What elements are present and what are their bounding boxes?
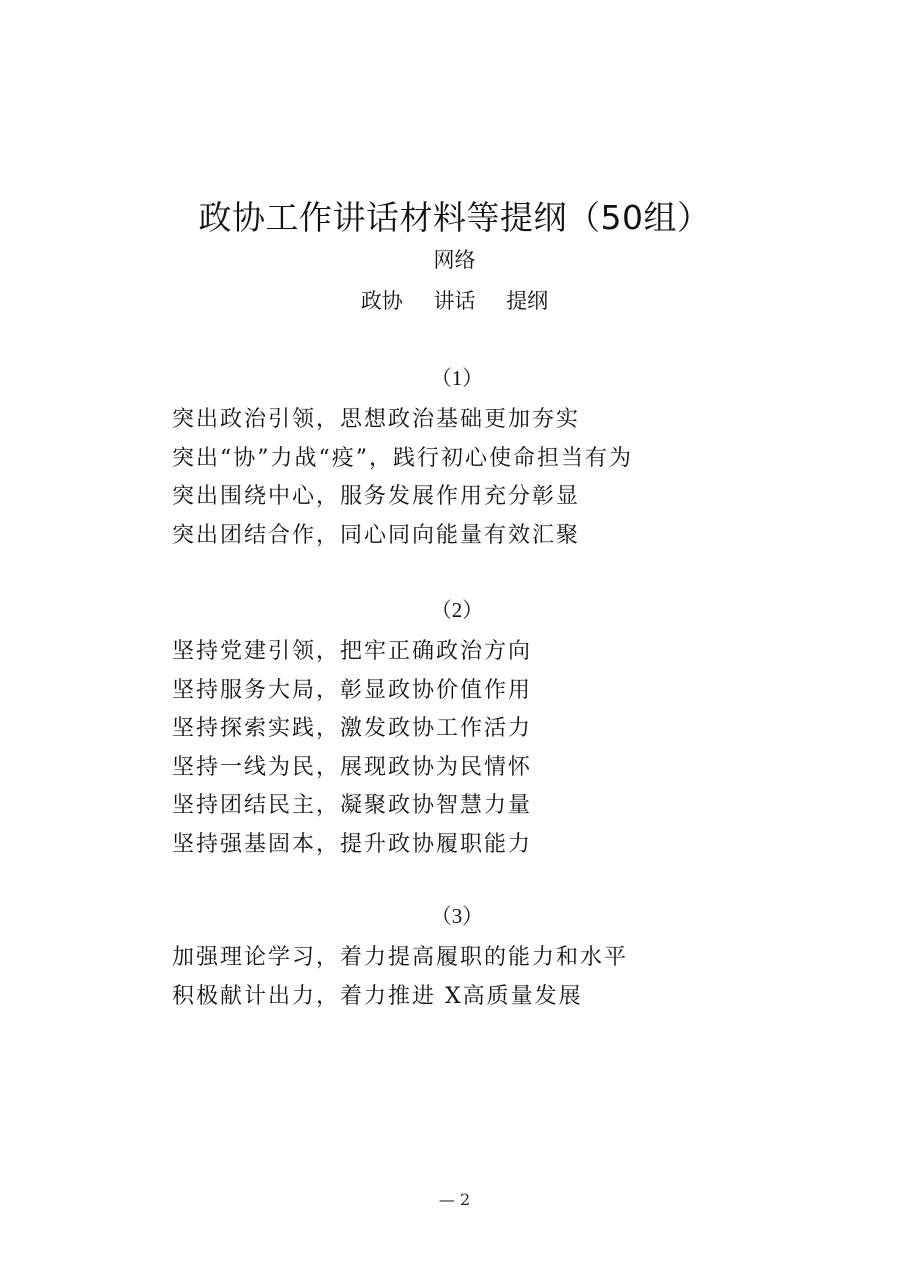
section-number: （1） [430,366,484,390]
outline-line: 坚持党建引领，把牢正确政治方向 [172,639,533,664]
outline-line: 加强理论学习，着力提高履职的能力和水平 [172,945,629,970]
outline-line: 坚持强基固本，提升政协履职能力 [172,831,533,857]
outline-section-1 [172,364,772,555]
document-keywords [0,287,909,315]
document-author: 网络 [433,248,476,272]
outline-line: 突出团结合作，同心同向能量有效汇聚 [172,522,581,548]
outline-line: 坚持探索实践，激发政协工作活力 [172,716,533,741]
outline-line: 坚持服务大局，彰显政协价值作用 [172,677,533,703]
outline-line: 突出围绕中心，服务发展作用充分彰显 [172,484,581,509]
keyword: 政协 [360,289,403,313]
outline-line: 突出“协”力战“疫”，践行初心使命担当有为 [172,445,633,471]
keyword: 提纲 [506,289,549,313]
outline-line: 突出政治引领，思想政治基础更加夯实 [172,407,581,432]
document-title: 政协工作讲话材料等提纲（50组） [198,198,711,237]
section-number: （2） [430,598,484,622]
keyword: 讲话 [433,289,476,313]
outline-line: 坚持团结民主，凝聚政协智慧力量 [172,793,533,818]
outline-section-3 [172,902,772,1016]
outline-line: 积极献计出力，着力推进 X高质量发展 [172,983,583,1009]
outline-section-2 [172,596,772,864]
page-number: — 2 [438,1190,471,1209]
outline-line: 坚持一线为民，展现政协为民情怀 [172,754,533,780]
section-number: （3） [430,904,484,928]
